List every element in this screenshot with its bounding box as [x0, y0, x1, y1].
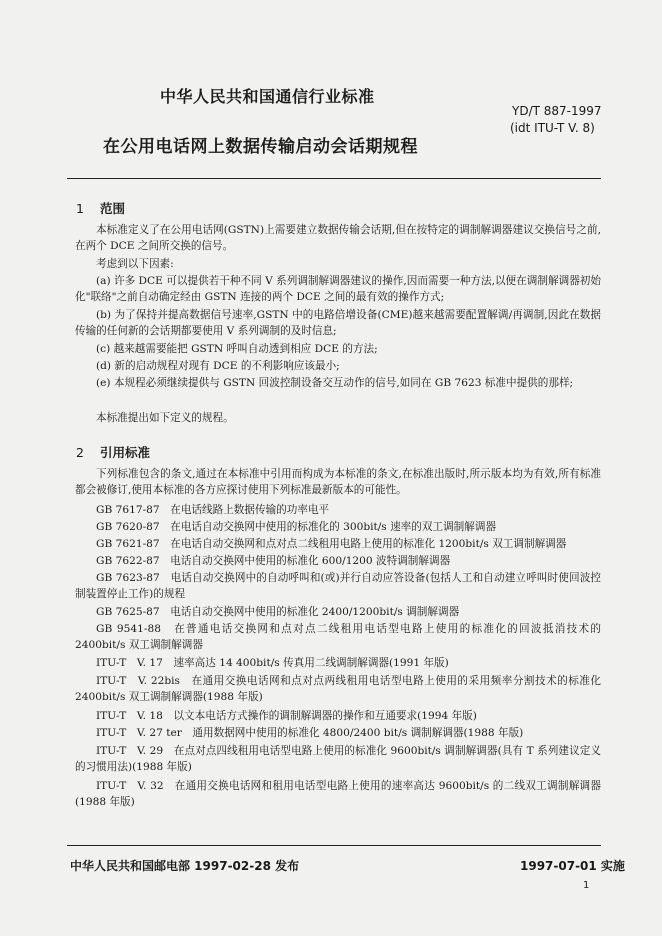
- section-heading-references: [76, 443, 150, 461]
- section-number: 2: [76, 445, 84, 460]
- footer-divider: [67, 845, 601, 846]
- page-number: 1: [583, 880, 590, 891]
- issue-date: 中华人民共和国邮电部 1997-02-28 发布: [70, 859, 300, 873]
- standard-number: YD/T 887-1997: [512, 104, 602, 118]
- section-title: 范围: [100, 201, 126, 216]
- list-item-e: (e) 本规程必须继续提供与 GSTN 回波控制设备交互动作的信号,如同在 GB 7623 标准中提供的那样;: [96, 377, 574, 389]
- list-item-d: (d) 新的启动规程对现有 DCE 的不利影响应该最小;: [96, 360, 340, 372]
- reference-item: GB 7617-87 在电话线路上数据传输的功率电平: [96, 504, 330, 516]
- list-item-c: (c) 越来越需要能把 GSTN 呼叫自动透到相应 DCE 的方法;: [96, 343, 378, 355]
- scope-paragraph: 本标准定义了在公用电话网(GSTN)上需要建立数据传输会话期,但在按特定的调制解调器建议交换信号之前,在两个 DCE 之间所交换的信号。: [75, 224, 601, 253]
- reference-item: GB 7621-87 在电话自动交换网和点对点二线租用电路上使用的标准化 1200bit/s 双工调制解调器: [96, 538, 567, 550]
- reference-item: GB 7623-87 电话自动交换网中的自动呼叫和(或)并行自动应答设备(包括人工和自动建立呼叫时使回波控制装置停止工作)的规程: [75, 572, 601, 601]
- scope-considerations-intro: 考虑到以下因素:: [96, 258, 174, 270]
- reference-item: ITU-T V. 27 ter 通用数据网中使用的标准化 4800/2400 bit/s 调制解调器(1988 年版): [96, 727, 524, 739]
- list-item-b: (b) 为了保持并提高数据信号速率,GSTN 中的电路倍增设备(CME)越来越需要配置解调/再调制,因此在数据传输的任何新的会话期都要使用 V 系列调制的及时信息;: [75, 309, 601, 338]
- section-title: 引用标准: [100, 445, 151, 460]
- reference-item: GB 9541-88 在普通电话交换网和点对点二线租用电话型电路上使用的标准化的回波抵消技术的 2400bit/s 双工调制解调器: [75, 623, 601, 652]
- header-divider: [67, 178, 601, 179]
- references-intro: 下列标准包含的条文,通过在本标准中引用而构成为本标准的条文,在标准出版时,所示版本均为有效,所有标准都会被修订,使用本标准的各方应探讨使用下列标准最新版本的可能性。: [75, 468, 601, 497]
- list-item-a: (a) 许多 DCE 可以提供若干种不同 V 系列调制解调器建议的操作,因而需要一种方法,以便在调制解调器初始化"联络"之前自动确定经由 GSTN 连接的两个 DCE 之间的最有效的操作方式;: [75, 275, 601, 304]
- section-heading-scope: [76, 199, 125, 217]
- standard-idt: (idt ITU-T V. 8): [510, 121, 595, 135]
- reference-item: GB 7620-87 在电话自动交换网中使用的标准化的 300bit/s 速率的双工调制解调器: [96, 521, 497, 533]
- reference-item: ITU-T V. 22bis 在通用交换电话网和点对点两线租用电话型电路上使用的采用频率分割技术的标准化 2400bit/s 双工调制解调器(1988 年版): [75, 675, 601, 704]
- reference-item: ITU-T V. 32 在通用交换电话网和租用电话型电路上使用的速率高达 9600bit/s 的二线双工调制解调器(1988 年版): [75, 780, 601, 809]
- reference-item: ITU-T V. 17 速率高达 14 400bit/s 传真用二线调制解调器(1991 年版): [96, 657, 449, 669]
- scope-conclusion: 本标准提出如下定义的规程。: [96, 412, 234, 424]
- reference-item: GB 7625-87 电话自动交换网中使用的标准化 2400/1200bit/s 调制解调器: [96, 606, 460, 618]
- standard-organization: 中华人民共和国通信行业标准: [160, 87, 375, 106]
- reference-item: ITU-T V. 18 以文本电话方式操作的调制解调器的操作和互通要求(1994 年版): [96, 710, 477, 722]
- reference-item: GB 7622-87 电话自动交换网中使用的标准化 600/1200 波特调制解调器: [96, 555, 451, 567]
- implementation-date: 1997-07-01 实施: [520, 859, 625, 873]
- section-number: 1: [76, 201, 84, 216]
- document-title: 在公用电话网上数据传输启动会话期规程: [103, 137, 418, 157]
- reference-item: ITU-T V. 29 在点对点四线租用电话型电路上使用的标准化 9600bit/s 调制解调器(具有 T 系列建议定义的习惯用法)(1988 年版): [75, 745, 601, 774]
